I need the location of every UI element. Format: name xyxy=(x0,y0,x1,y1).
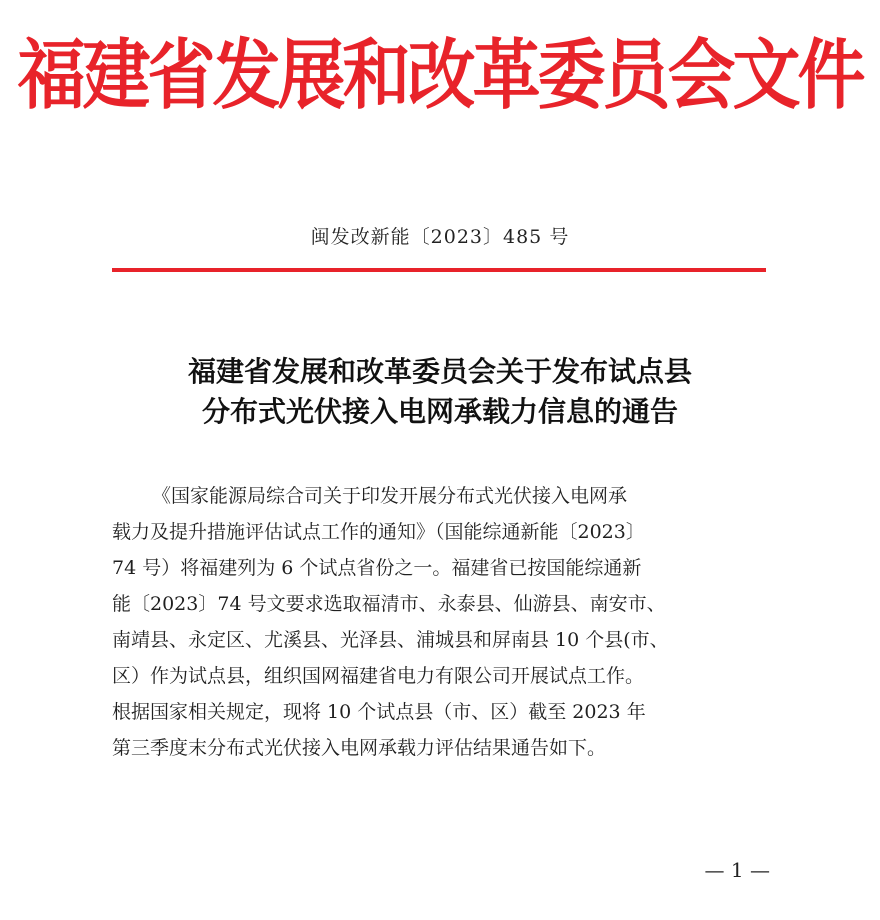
red-separator-line xyxy=(112,268,766,272)
body-text xyxy=(112,478,772,766)
body-line: 载力及提升措施评估试点工作的通知》（国能综通新能〔2023〕 xyxy=(112,521,645,543)
body-line: 能〔2023〕74 号文要求选取福清市、永泰县、仙游县、南安市、 xyxy=(112,593,666,615)
body-line: 《国家能源局综合司关于印发开展分布式光伏接入电网承 xyxy=(152,485,628,507)
title-line-2: 分布式光伏接入电网承载力信息的通告 xyxy=(201,395,678,428)
page-number: — 1 — xyxy=(704,858,770,882)
document-number: 闽发改新能〔2023〕485 号 xyxy=(310,226,570,248)
body-line: 74 号）将福建列为 6 个试点省份之一。福建省已按国能综通新 xyxy=(112,557,642,579)
title-line-1: 福建省发展和改革委员会关于发布试点县 xyxy=(187,355,692,388)
body-line: 区）作为试点县，组织国网福建省电力有限公司开展试点工作。 xyxy=(112,665,645,687)
document-title xyxy=(0,352,880,432)
body-line: 第三季度末分布式光伏接入电网承载力评估结果通告如下。 xyxy=(112,737,607,759)
body-line: 根据国家相关规定，现将 10 个试点县（市、区）截至 2023 年 xyxy=(112,701,646,723)
body-line: 南靖县、永定区、尤溪县、光泽县、浦城县和屏南县 10 个县(市、 xyxy=(112,629,669,651)
masthead-title: 福建省发展和改革委员会文件 xyxy=(17,30,863,121)
